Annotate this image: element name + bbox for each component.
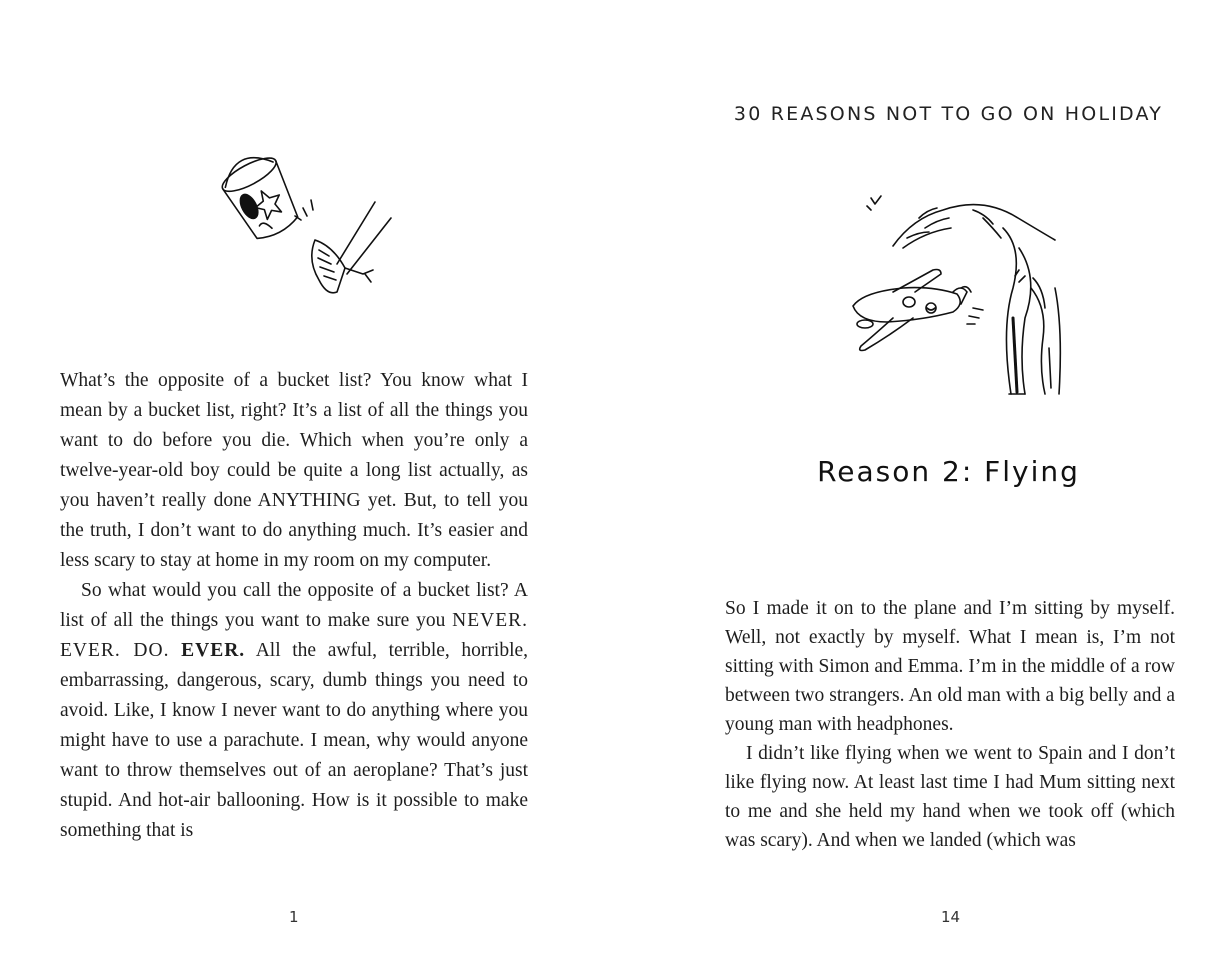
- plane-flying-through-wave-icon: [833, 188, 1068, 403]
- paragraph-2-text-after: All the awful, terrible, horrible, embarrassing, dangerous, scary, dumb things you need to avoid. Like, I know I never want to do anything where you might have to use a parachute. I mean, why would anyone want to throw themselves out of an aeroplane? That’s just stupid. And hot-air ballooning. How is it possible to make something that is: [60, 640, 529, 841]
- right-page: [613, 0, 1226, 978]
- paint-bucket-kicked-icon: [215, 150, 400, 305]
- emphasis-ever-bold: EVER.: [181, 640, 246, 661]
- paragraph-1: What’s the opposite of a bucket list? You know what I mean by a bucket list, right? It’s a list of all the things you want to do before you die. Which when you’re only a twelve-year-old boy could be quite a long list actually, as you haven’t really done ANYTHING yet. But, to tell you the truth, I don’t want to do anything much. It’s easier and less scary to stay at home in my room on my computer.: [60, 370, 528, 571]
- page-number: 14: [941, 908, 961, 926]
- paragraph-2: [60, 576, 528, 846]
- running-head: 30 REASONS NOT TO GO ON HOLIDAY: [733, 103, 1164, 125]
- body-text: [60, 366, 528, 846]
- paragraph-2: I didn’t like flying when we went to Spain and I don’t like flying now. At least last time I had Mum sitting next to me and she held my hand when we took off (which was scary). And when we landed (which was: [725, 743, 1175, 851]
- paragraph-1: So I made it on to the plane and I’m sitting by myself. Well, not exactly by myself. What I mean is, I’m not sitting with Simon and Emma. I’m in the middle of a row between two strangers. An old man with a big belly and a young man with headphones.: [725, 598, 1175, 735]
- page-number: 1: [289, 908, 299, 926]
- body-text: [725, 594, 1175, 855]
- paragraph-2-text-before: So what would you call the opposite of a bucket list? A list of all the things you want to make sure you: [60, 580, 528, 631]
- chapter-title: Reason 2: Flying: [817, 455, 1080, 488]
- emphasis-never-ever-do: NEVER. EVER. DO.: [60, 610, 528, 661]
